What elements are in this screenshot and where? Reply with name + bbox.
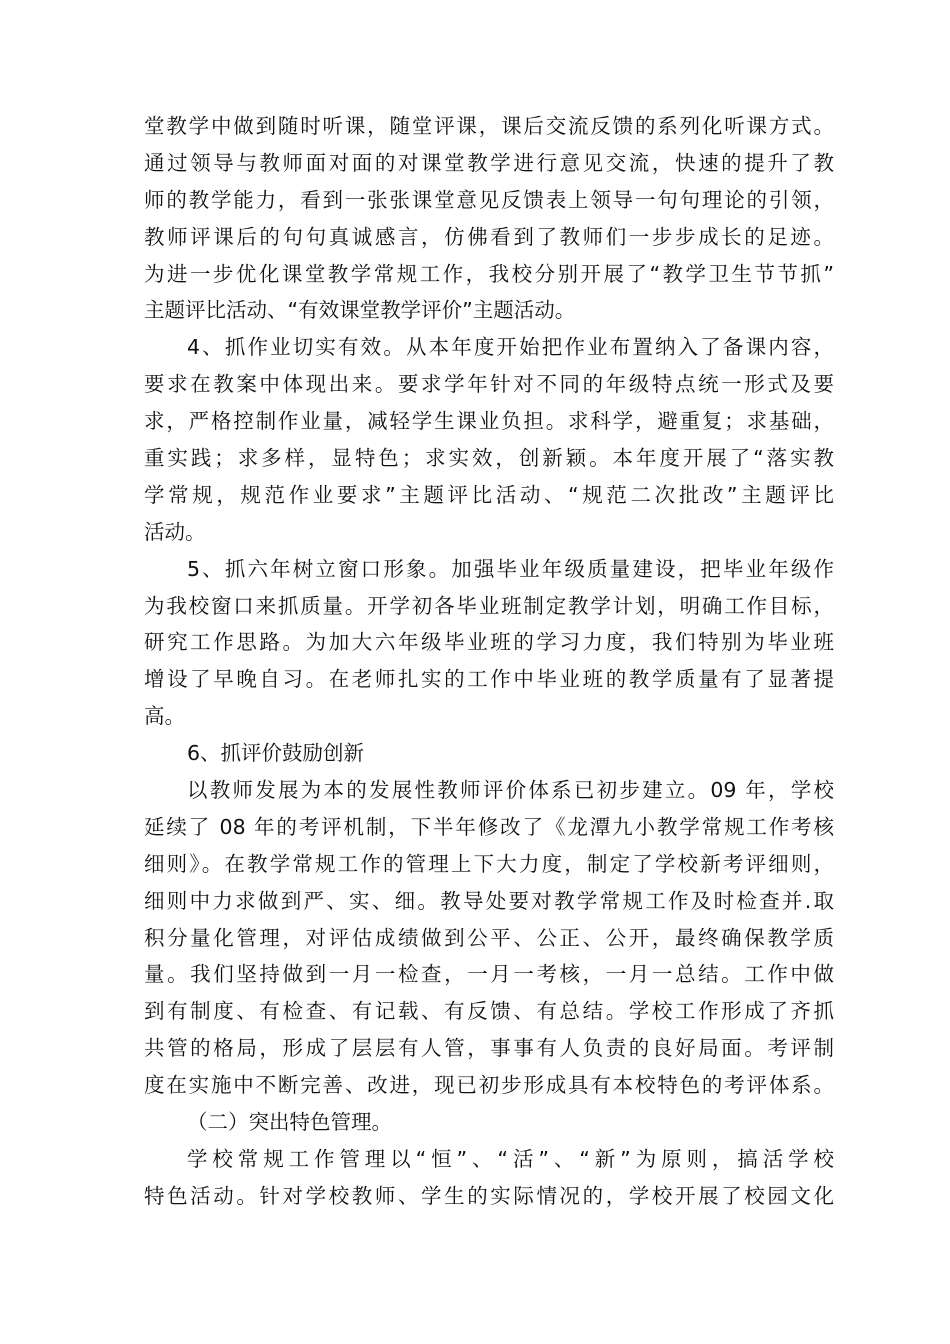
text-line: 量。我们坚持做到一月一检查，一月一考核，一月一总结。工作中做 xyxy=(144,962,834,987)
text-line: （二）突出特色管理。 xyxy=(187,1110,392,1135)
text-line: 延续了 08 年的考评机制，下半年修改了《龙潭九小教学常规工作考核 xyxy=(144,814,834,839)
text-line: 学常规，规范作业要求”主题评比活动、“规范二次批改”主题评比 xyxy=(144,482,834,507)
text-line: 活动。 xyxy=(144,519,206,544)
body-text xyxy=(144,108,834,1215)
text-line: 学校常规工作管理以“恒”、“活”、“新”为原则，搞活学校 xyxy=(187,1146,834,1171)
text-line: 细则》。在教学常规工作的管理上下大力度，制定了学校新考评细则， xyxy=(144,851,834,876)
text-line: 要求在教案中体现出来。要求学年针对不同的年级特点统一形式及要 xyxy=(144,372,834,397)
text-line: 为我校窗口来抓质量。开学初各毕业班制定教学计划，明确工作目标， xyxy=(144,593,834,618)
text-line: 增设了早晚自习。在老师扎实的工作中毕业班的教学质量有了显著提 xyxy=(144,667,834,692)
text-line: 重实践；求多样，显特色；求实效，创新颖。本年度开展了“落实教 xyxy=(144,446,834,471)
text-line: 主题评比活动、“有效课堂教学评价”主题活动。 xyxy=(144,298,576,323)
text-line: 度在实施中不断完善、改进，现已初步形成具有本校特色的考评体系。 xyxy=(144,1073,834,1098)
text-line: 高。 xyxy=(144,704,185,729)
text-line: 为进一步优化课堂教学常规工作，我校分别开展了“教学卫生节节抓” xyxy=(144,261,834,286)
text-line: 4、抓作业切实有效。从本年度开始把作业布置纳入了备课内容， xyxy=(187,335,834,360)
text-line: 研究工作思路。为加大六年级毕业班的学习力度，我们特别为毕业班 xyxy=(144,630,834,655)
text-line: 6、抓评价鼓励创新 xyxy=(187,741,365,766)
text-line: 以教师发展为本的发展性教师评价体系已初步建立。09 年，学校 xyxy=(187,778,834,803)
text-line: 共管的格局，形成了层层有人管，事事有人负责的良好局面。考评制 xyxy=(144,1036,834,1061)
text-line: 求，严格控制作业量，减轻学生课业负担。求科学，避重复；求基础， xyxy=(144,409,834,434)
text-line: 积分量化管理，对评估成绩做到公平、公正、公开，最终确保教学质 xyxy=(144,925,834,950)
text-line: 师的教学能力，看到一张张课堂意见反馈表上领导一句句理论的引领， xyxy=(144,187,834,212)
text-line: 通过领导与教师面对面的对课堂教学进行意见交流，快速的提升了教 xyxy=(144,150,834,175)
text-line: 教师评课后的句句真诚感言，仿佛看到了教师们一步步成长的足迹。 xyxy=(144,224,834,249)
text-line: 到有制度、有检查、有记载、有反馈、有总结。学校工作形成了齐抓 xyxy=(144,999,834,1024)
text-line: 细则中力求做到严、实、细。教导处要对教学常规工作及时检查并.取 xyxy=(144,888,834,913)
text-line: 堂教学中做到随时听课，随堂评课，课后交流反馈的系列化听课方式。 xyxy=(144,114,834,138)
text-line: 5、抓六年树立窗口形象。加强毕业年级质量建设，把毕业年级作 xyxy=(187,556,834,581)
text-line: 特色活动。针对学校教师、学生的实际情况的，学校开展了校园文化 xyxy=(144,1183,834,1208)
